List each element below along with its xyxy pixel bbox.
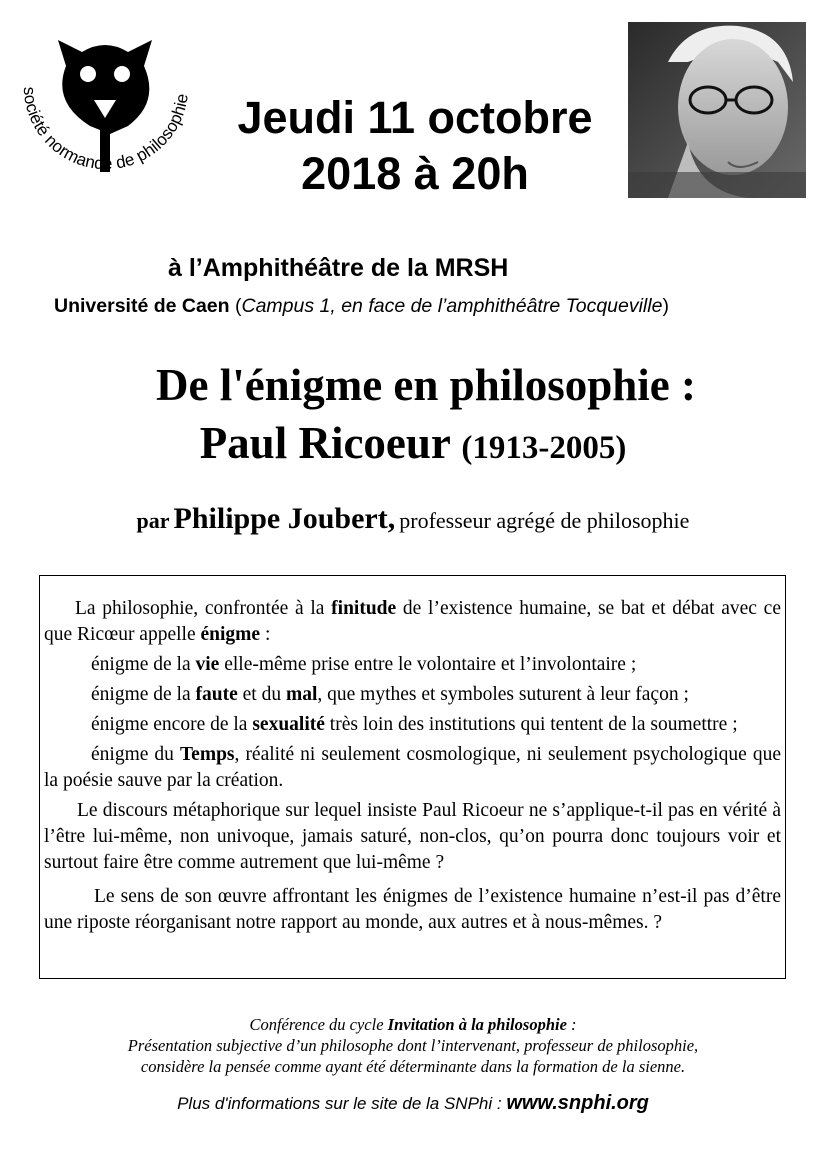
paren-close: ) (662, 295, 669, 317)
text: elle-même prise entre le volontaire et l’involontaire ; (219, 654, 637, 675)
title-line-2 (0, 414, 826, 477)
text: : (260, 624, 271, 645)
text: , réalité ni seulement cosmologique, ni seulement psychologique que la poésie sauve par la création. (44, 744, 781, 791)
event-date (205, 90, 625, 202)
text: très loin des institutions qui tentent de la soumettre ; (324, 714, 738, 735)
title-line-1: De l'énigme en philosophie : (155, 360, 697, 410)
university: Université de Caen (54, 295, 230, 317)
text: La philosophie, confrontée à la (75, 598, 332, 619)
lecture-title (0, 356, 826, 477)
text: , que mythes et symboles suturent à leur façon ; (317, 684, 689, 705)
text: : (566, 1015, 577, 1034)
text: Conférence du cycle (249, 1015, 388, 1034)
paren-open: ( (229, 295, 242, 317)
portrait-photo (628, 22, 806, 198)
footer-line-2: Présentation subjective d’un philosophe dont l’intervenant, professeur de philosophie, (127, 1036, 699, 1055)
speaker-par: par (136, 508, 170, 533)
keyword-temps: Temps (179, 744, 235, 765)
location-note: Campus 1, en face de l’amphithéâtre Tocqueville (241, 295, 663, 317)
footer-line-3: considère la pensée comme ayant été déterminante dans la formation de la sienne. (140, 1057, 686, 1076)
info-text: Plus d'informations sur le site de la SNPhi : (177, 1094, 507, 1113)
abstract-sens: Le sens de son œuvre affrontant les énigmes de l’existence humaine n’est-il pas d’être une riposte réorganisant notre rapport au monde, aux autres et à nous-mêmes. ? (44, 886, 781, 933)
cycle-name: Invitation à la philosophie (387, 1015, 567, 1034)
text: énigme du (91, 744, 180, 765)
speaker-line (0, 502, 826, 536)
date-line-2: 2018 à 20h (301, 148, 529, 199)
abstract-intro (44, 596, 781, 648)
abstract-box (39, 575, 786, 979)
venue: à l’Amphithéâtre de la MRSH (168, 254, 509, 282)
keyword-sexualite: sexualité (252, 714, 325, 735)
text: énigme encore de la (91, 714, 253, 735)
footer-cycle (0, 1014, 826, 1077)
owl-phi-logo-icon (10, 30, 200, 190)
text: énigme de la (91, 654, 196, 675)
text: de l’existence humaine, se bat et débat avec ce que Ricœur appelle (44, 598, 781, 645)
abstract-item-faute (44, 682, 781, 708)
title-dates: (1913-2005) (461, 430, 627, 466)
text: énigme de la (91, 684, 196, 705)
abstract-discours: Le discours métaphorique sur lequel insiste Paul Ricoeur ne s’applique-t-il pas en vérité à l’être lui-même, non univoque, jamais saturé, non-clos, qu’on pourra donc toujours voir et surtout faire être comme autrement que lui-même ? (44, 800, 781, 873)
date-line-1: Jeudi 11 octobre (237, 92, 593, 143)
speaker-role: professeur agrégé de philosophie (399, 508, 690, 533)
keyword-vie: vie (195, 654, 220, 675)
venue-details (54, 295, 669, 318)
keyword-mal: mal (285, 684, 318, 705)
abstract-item-temps (44, 742, 781, 794)
abstract-item-vie (44, 652, 781, 678)
keyword-finitude: finitude (331, 598, 397, 619)
text: et du (237, 684, 286, 705)
speaker-name: Philippe Joubert, (173, 502, 396, 535)
footer-line-1 (0, 1014, 826, 1035)
title-author: Paul Ricoeur (199, 418, 451, 468)
abstract-item-sexualite (44, 712, 781, 738)
keyword-faute: faute (195, 684, 238, 705)
logo-text: société normande de philosophie (19, 86, 192, 174)
footer-info (0, 1092, 826, 1115)
keyword-enigme: énigme (200, 624, 261, 645)
website-link[interactable]: www.snphi.org (506, 1092, 649, 1114)
